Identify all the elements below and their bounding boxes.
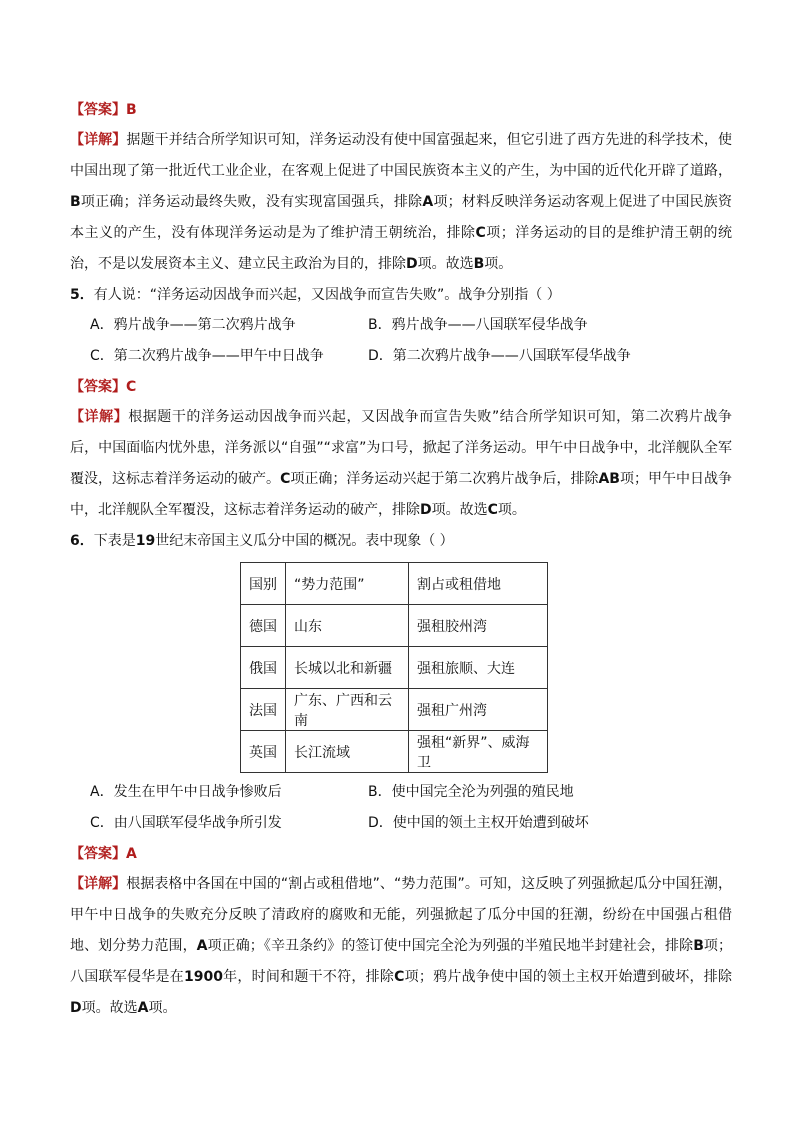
detail-label: 【详解】 — [70, 409, 129, 425]
content — [70, 99, 732, 1024]
question-6: 6．下表是19世纪末帝国主义瓜分中国的概况。表中现象（ ） — [70, 533, 454, 549]
option-a[interactable]: A．鸦片战争——第二次鸦片战争 — [90, 317, 296, 333]
options-row-2 — [70, 808, 732, 839]
table-row — [241, 605, 548, 647]
question-5 — [70, 280, 732, 310]
answer-5 — [70, 372, 732, 402]
table-cell: 俄国 — [241, 647, 286, 689]
table-cell: 山东 — [286, 605, 409, 647]
table-cell: 强租旅顺、大连 — [409, 647, 548, 689]
table-header-cell: 割占或租借地 — [409, 563, 548, 605]
option-d[interactable]: D．第二次鸦片战争——八国联军侵华战争 — [368, 348, 631, 364]
option-b[interactable]: B．鸦片战争——八国联军侵华战争 — [368, 317, 588, 333]
option-c[interactable]: C．第二次鸦片战争——甲午中日战争 — [90, 348, 324, 364]
table-row — [241, 647, 548, 689]
answer-6 — [70, 839, 732, 869]
answer-label: 【答案】 — [70, 846, 126, 862]
table-cell: 英国 — [241, 731, 286, 773]
table-cell: 法国 — [241, 689, 286, 731]
answer-label: 【答案】 — [70, 379, 126, 395]
detail-6: 【详解】根据表格中各国在中国的“割占或租借地”、“势力范围”。可知，这反映了列强掀起瓜分中国狂潮，甲午中日战争的失败充分反映了清政府的腐败和无能，列强掀起了瓜分中国的狂潮，纷纷在中国强占租借地、划分势力范围，A项正确；《辛丑条约》的签订使中国完全沦为列强的半殖民地半封建社会，排除B项；八国联军侵华是在1900年，时间和题干不符，排除C项；鸦片战争使中国的领土主权开始遭到破坏，排除D项。故选A项。 — [70, 876, 733, 1016]
table-cell: 广东、广西和云南 — [286, 689, 409, 731]
table-header-cell: “势力范围” — [286, 563, 409, 605]
table-row — [241, 731, 548, 773]
options-row-1 — [70, 310, 732, 341]
question-number: 5． — [70, 287, 94, 303]
question-stem: 有人说：“洋务运动因战争而兴起，又因战争而宣告失败”。战争分别指（ ） — [93, 287, 561, 303]
detail-label: 【详解】 — [70, 876, 127, 892]
table-cell: 强租“新界”、威海卫 — [409, 731, 548, 773]
options-row-1 — [70, 777, 732, 808]
table-row — [241, 563, 548, 605]
option-d[interactable]: D．使中国的领土主权开始遭到破坏 — [368, 815, 589, 831]
table-cell: 强租胶州湾 — [409, 605, 548, 647]
question-number: 6． — [70, 533, 94, 549]
answer-value: B — [126, 102, 137, 118]
answer-value: A — [126, 846, 137, 862]
option-b[interactable]: B．使中国完全沦为列强的殖民地 — [368, 784, 574, 800]
options-row-2 — [70, 341, 732, 372]
answer-label: 【答案】 — [70, 102, 126, 118]
detail-5: 【详解】根据题干的洋务运动因战争而兴起，又因战争而宣告失败”结合所学知识可知，第二次鸦片战争后，中国面临内忧外患，洋务派以“自强”“求富”为口号，掀起了洋务运动。甲午中日战争中，北洋舰队全军覆没，这标志着洋务运动的破产。C项正确；洋务运动兴起于第二次鸦片战争后，排除AB项；甲午中日战争中，北洋舰队全军覆没，这标志着洋务运动的破产，排除D项。故选C项。 — [70, 409, 733, 518]
table-cell: 长江流域 — [286, 731, 409, 773]
detail-4: 【详解】据题干并结合所学知识可知，洋务运动没有使中国富强起来，但它引进了西方先进的科学技术，使中国出现了第一批近代工业企业，在客观上促进了中国民族资本主义的产生，为中国的近代化开辟了道路，B项正确；洋务运动最终失败，没有实现富国强兵，排除A项；材料反映洋务运动客观上促进了中国民族资本主义的产生，没有体现洋务运动是为了维护清王朝统治，排除C项；洋务运动的目的是维护清王朝的统治，不是以发展资本主义、建立民主政治为目的，排除D项。故选B项。 — [70, 132, 733, 272]
table-cell: 德国 — [241, 605, 286, 647]
answer-value: C — [126, 379, 137, 395]
option-a[interactable]: A．发生在甲午中日战争惨败后 — [90, 784, 282, 800]
detail-label: 【详解】 — [70, 132, 127, 148]
option-c[interactable]: C．由八国联军侵华战争所引发 — [90, 815, 282, 831]
table-cell: 强租广州湾 — [409, 689, 548, 731]
answer-4 — [70, 99, 732, 121]
table-row — [241, 689, 548, 731]
table-cell: 长城以北和新疆 — [286, 647, 409, 689]
partition-table — [240, 562, 548, 773]
table-header-cell: 国别 — [241, 563, 286, 605]
